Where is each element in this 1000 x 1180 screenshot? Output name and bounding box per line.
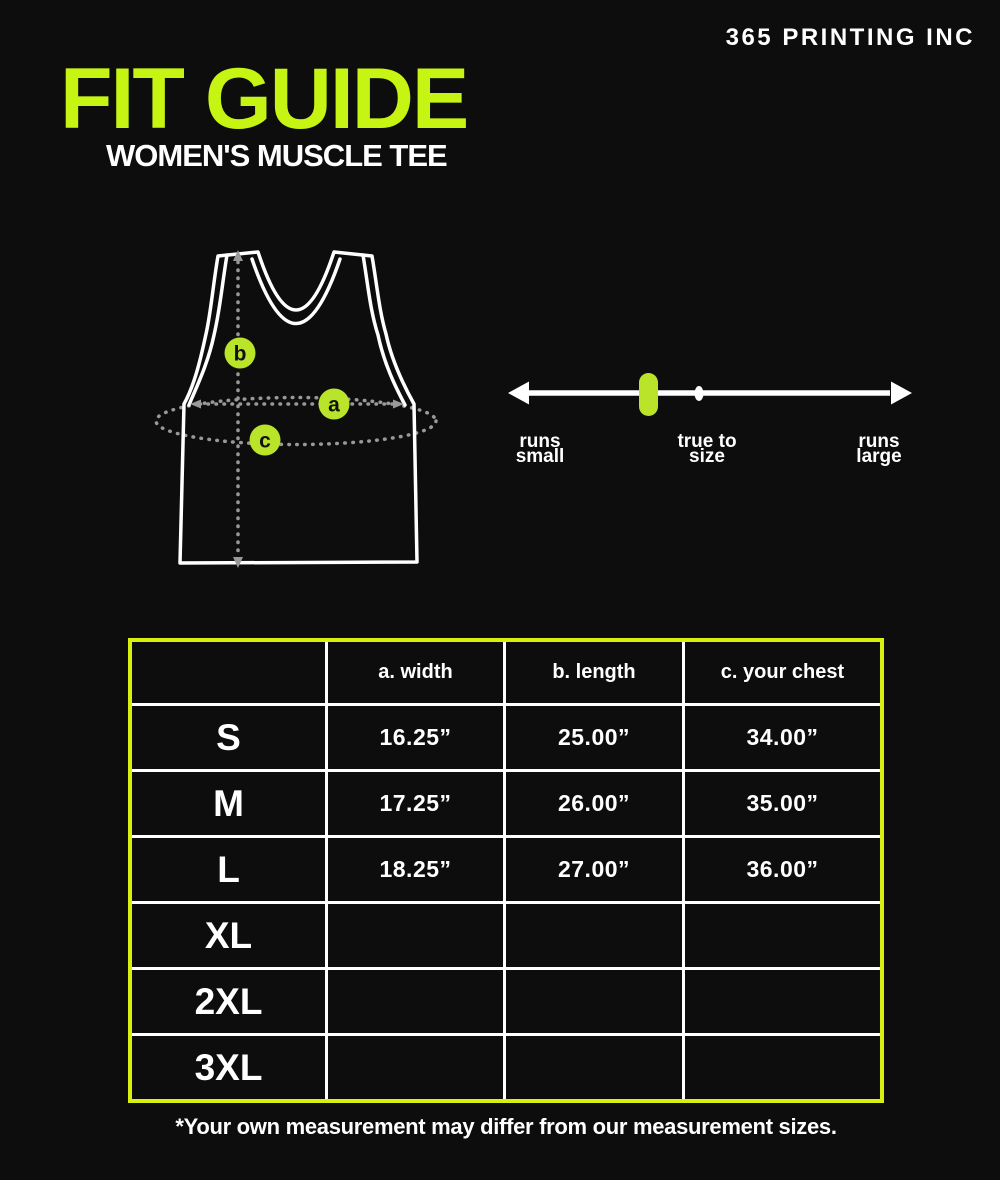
cell-l-width: 18.25” [328, 838, 503, 901]
cell-s-length: 25.00” [506, 706, 682, 769]
table-corner-cell [132, 642, 325, 703]
cell-3xl-length [506, 1036, 682, 1099]
cell-s-chest: 34.00” [685, 706, 880, 769]
cell-3xl-width [328, 1036, 503, 1099]
scale-label-true-to-size: true to size [677, 431, 737, 467]
scale-arrow-left-icon [508, 382, 529, 405]
cell-l-chest: 36.00” [685, 838, 880, 901]
scale-label-runs-large: runs large [856, 431, 902, 467]
marker-b [225, 338, 256, 369]
svg-text:b: b [233, 342, 247, 366]
row-label-s: S [132, 706, 325, 769]
true-to-size-dot [695, 386, 704, 401]
row-label-2xl: 2XL [132, 970, 325, 1033]
scale-arrow-right-icon [891, 382, 912, 405]
cell-3xl-chest [685, 1036, 880, 1099]
cell-l-length: 27.00” [506, 838, 682, 901]
fit-scale [500, 370, 920, 422]
page-title: FIT GUIDE [60, 51, 468, 147]
cell-2xl-width [328, 970, 503, 1033]
row-label-xl: XL [132, 904, 325, 967]
fit-indicator-pill [639, 373, 658, 416]
cell-2xl-length [506, 970, 682, 1033]
cell-xl-width [328, 904, 503, 967]
cell-s-width: 16.25” [328, 706, 503, 769]
row-label-l: L [132, 838, 325, 901]
column-header-length: b. length [506, 642, 682, 703]
scale-label-runs-small: runs small [515, 431, 565, 467]
muscle-tee-diagram [140, 240, 460, 585]
column-header-width: a. width [328, 642, 503, 703]
row-label-m: M [132, 772, 325, 835]
cell-xl-chest [685, 904, 880, 967]
svg-text:c: c [259, 429, 271, 453]
cell-m-chest: 35.00” [685, 772, 880, 835]
size-table [128, 638, 884, 1103]
svg-text:a: a [328, 393, 340, 417]
cell-xl-length [506, 904, 682, 967]
marker-a [319, 389, 350, 420]
brand-name: 365 PRINTING INC [725, 24, 975, 51]
measurement-disclaimer: *Your own measurement may differ from our measurement sizes. [175, 1114, 837, 1139]
cell-2xl-chest [685, 970, 880, 1033]
page-subtitle: WOMEN'S MUSCLE TEE [106, 138, 447, 173]
cell-m-width: 17.25” [328, 772, 503, 835]
cell-m-length: 26.00” [506, 772, 682, 835]
column-header-chest: c. your chest [685, 642, 880, 703]
marker-c [250, 425, 281, 456]
tee-outline [180, 252, 417, 563]
row-label-3xl: 3XL [132, 1036, 325, 1099]
